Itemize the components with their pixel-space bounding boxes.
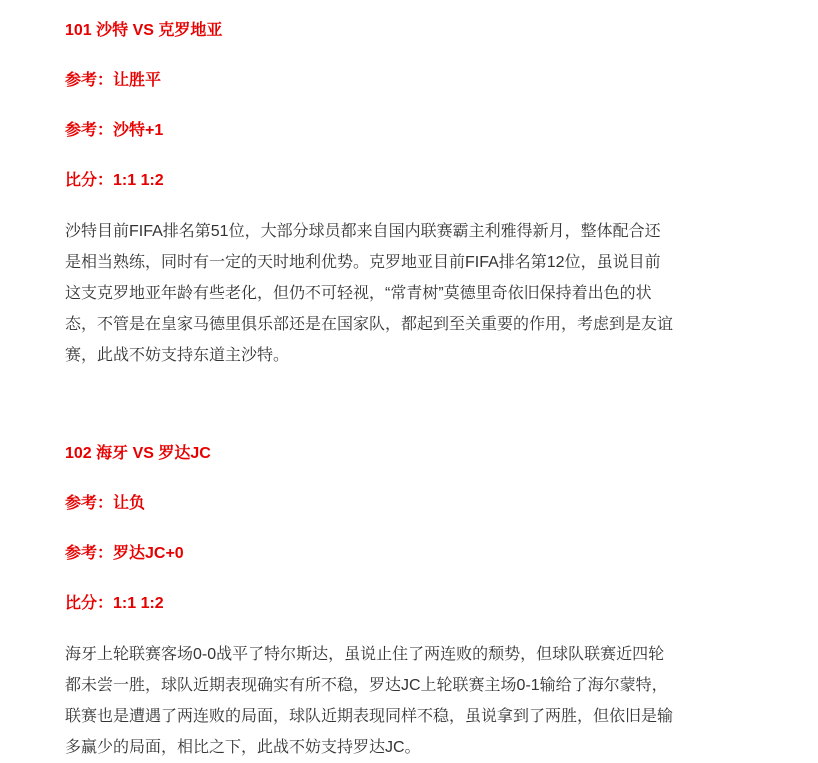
match-section-102 (65, 444, 765, 763)
analysis-line: 多赢少的局面，相比之下，此战不妨支持罗达JC。 (65, 739, 421, 756)
analysis-line: 赛，此战不妨支持东道主沙特。 (65, 347, 290, 364)
article (65, 0, 765, 763)
score-prediction: 比分：1:1 1:2 (65, 595, 164, 612)
analysis-line: 都未尝一胜，球队近期表现确实有所不稳，罗达JC上轮联赛主场0-1输给了海尔蒙特， (65, 677, 668, 694)
analysis-line: 海牙上轮联赛客场0-0战平了特尔斯达，虽说止住了两连败的颓势，但球队联赛近四轮 (65, 646, 665, 663)
analysis-line: 是相当熟练，同时有一定的天时地利优势。克罗地亚目前FIFA排名第12位，虽说目前 (65, 254, 661, 271)
analysis-line: 联赛也是遭遇了两连败的局面，球队近期表现同样不稳，虽说拿到了两胜，但依旧是输 (65, 708, 674, 725)
analysis-line: 沙特目前FIFA排名第51位，大部分球员都来自国内联赛霸主利雅得新月，整体配合还 (65, 223, 661, 240)
reference-handicap: 参考：让胜平 (65, 72, 162, 89)
reference-pick: 参考：罗达JC+0 (65, 545, 184, 562)
match-analysis (65, 639, 765, 763)
match-section-101 (65, 0, 765, 371)
match-analysis (65, 216, 765, 371)
analysis-line: 态，不管是在皇家马德里俱乐部还是在国家队，都起到至关重要的作用，考虑到是友谊 (65, 316, 674, 333)
match-title: 102 海牙 VS 罗达JC (65, 445, 211, 462)
analysis-line: 这支克罗地亚年龄有些老化，但仍不可轻视，“常青树”莫德里奇依旧保持着出色的状 (65, 285, 652, 302)
match-title: 101 沙特 VS 克罗地亚 (65, 22, 223, 39)
reference-handicap: 参考：让负 (65, 495, 146, 512)
score-prediction: 比分：1:1 1:2 (65, 172, 164, 189)
reference-pick: 参考：沙特+1 (65, 122, 164, 139)
